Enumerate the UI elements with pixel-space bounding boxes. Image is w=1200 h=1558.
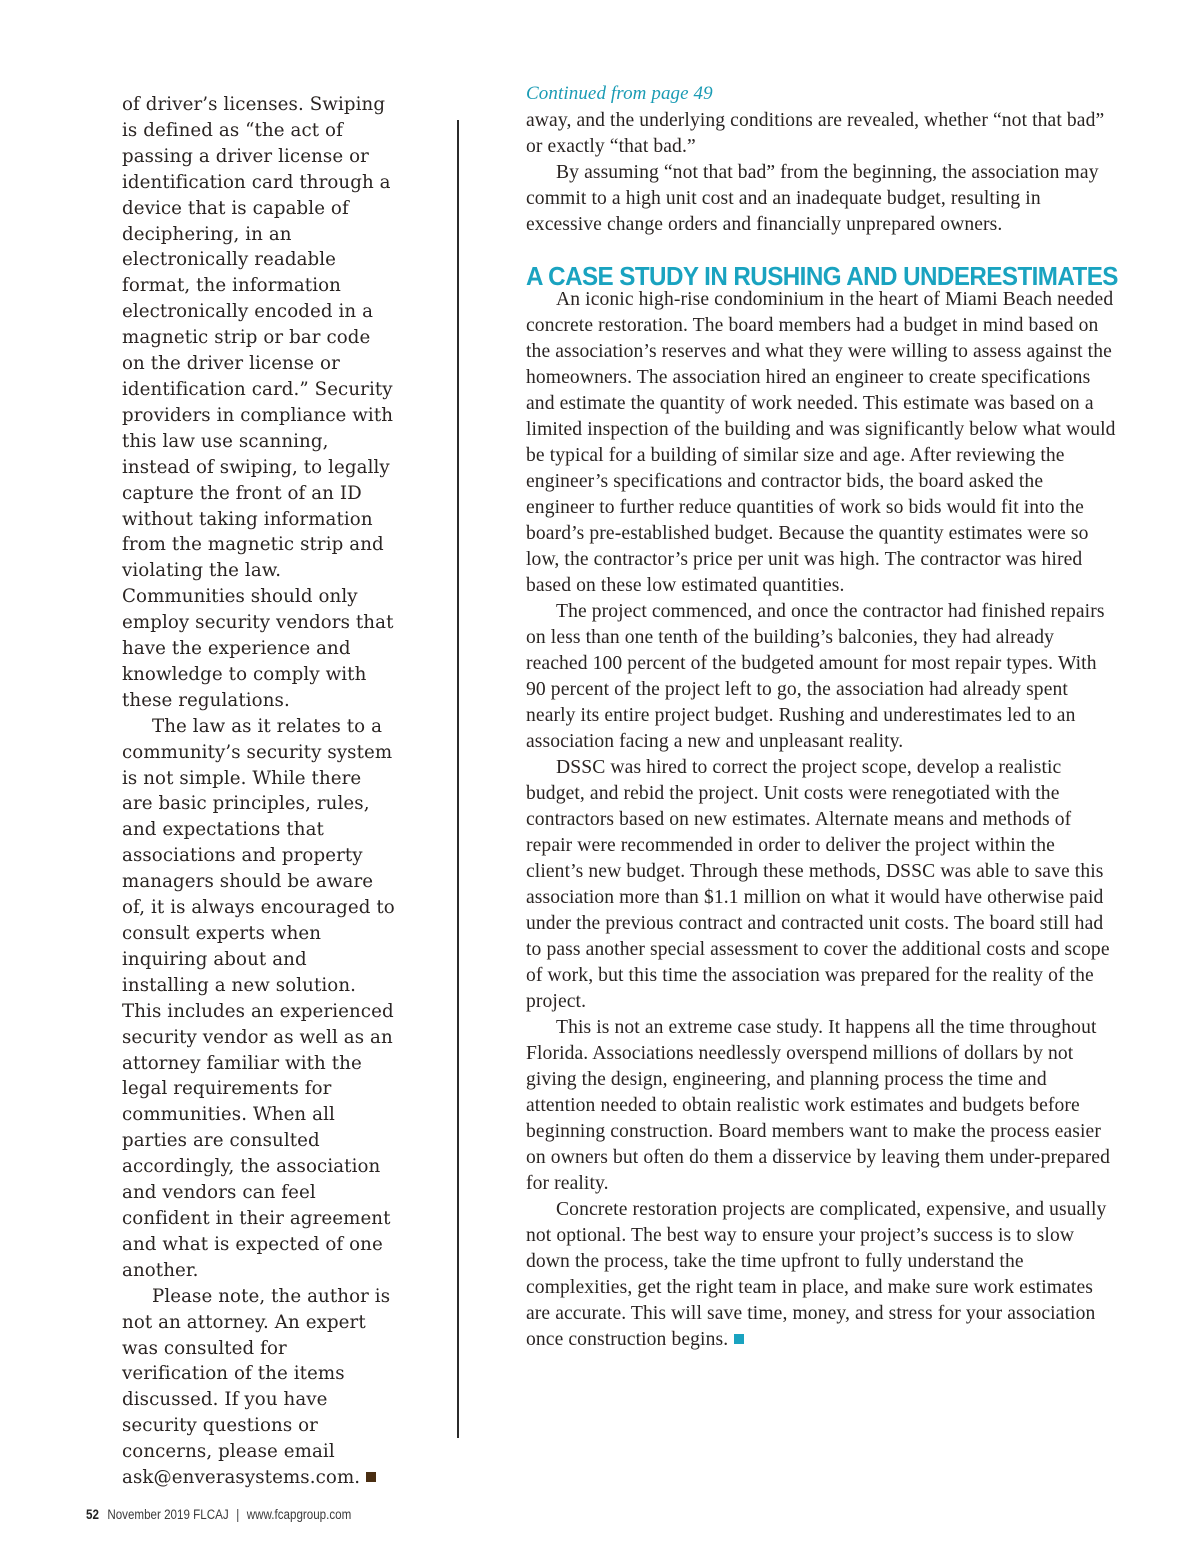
body-paragraph-5-text: Concrete restoration projects are complicated, expensive, and usually not optional. The best way to ensure your project’s success is to slow down the process, take the time upfront to fully understand the complexities, get the right team in place, and make sure work estimates are accurate. This will save time, money, and stress for your association once construction begins. — [526, 1199, 1107, 1350]
website-link[interactable]: www.fcapgroup.com — [246, 1507, 352, 1522]
body-paragraph-2: The project commenced, and once the contractor had finished repairs on less than one tenth of the building’s balconies, they had already reached 100 percent of the budgeted amount for most repair types. With 90 percent of the project left to go, the association had already spent nearly its entire project budget. Rushing and underestimates led to an association facing a new and unpleasant reality. — [526, 601, 1105, 752]
left-paragraph-3 — [122, 1284, 397, 1491]
footer-separator: | — [236, 1507, 240, 1522]
section-heading: A CASE STUDY IN RUSHING AND UNDERESTIMATES — [526, 261, 1118, 291]
right-column — [526, 80, 1116, 1353]
left-paragraph-2: The law as it relates to a community’s security system is not simple. While there are basic principles, rules, and expectations that associations and property managers should be aware of, it is always encouraged to consult experts when inquiring about and installing a new solution. This includes an experienced security vendor as well as an attorney familiar with the legal requirements for communities. When all parties are consulted accordingly, the association and vendors can feel confident in their agreement and what is expected of one another. — [122, 715, 395, 1281]
body-paragraph-1: An iconic high-rise condominium in the heart of Miami Beach needed concrete restoration. The board members had a budget in mind based on the association’s reserves and what they were willing to assess against the homeowners. The association hired an engineer to create specifications and estimate the quantity of work needed. This estimate was based on a limited inspection of the building and was significantly below what would be typical for a building of similar size and age. After reviewing the engineer’s specifications and contractor bids, the board asked the engineer to further reduce quantities of work so bids would fit into the board’s pre-established budget. Because the quantity estimates were so low, the contractor’s price per unit was high. The contractor was hired based on these low estimated quantities. — [526, 289, 1116, 596]
publication-name: FLCAJ — [193, 1507, 229, 1522]
end-mark-icon — [366, 1472, 376, 1482]
left-column — [122, 92, 397, 1491]
page-footer — [86, 1507, 351, 1522]
left-paragraph-1: of driver’s licenses. Swiping is defined as “the act of passing a driver license or identification card through a device that is capable of deciphering, in an electronically readable format, the information electronically encoded in a magnetic strip or bar code on the driver license or identification card.” Security providers in compliance with this law use scanning, instead of swiping, to legally capture the front of an ID without taking information from the magnetic strip and violating the law. Communities should only employ security vendors that have the experience and knowledge to comply with these regulations. — [122, 94, 394, 711]
intro-paragraph-2: By assuming “not that bad” from the beginning, the association may commit to a high unit cost and an inadequate budget, resulting in excessive change orders and financially unprepared owners. — [526, 162, 1099, 235]
left-paragraph-3-text: Please note, the author is not an attorney. An expert was consulted for verification of the items discussed. If you have security questions or concerns, please email ask@enverasystems.com. — [122, 1285, 391, 1489]
body-paragraph-3: DSSC was hired to correct the project scope, develop a realistic budget, and rebid the project. Unit costs were renegotiated with the contractors based on new estimates. Alternate means and methods of repair were recommended in order to deliver the project within the client’s new budget. Through these methods, DSSC was able to save this association more than $1.1 million on what it would have otherwise paid under the previous contract and contracted unit costs. The board still had to pass another special assessment to cover the additional costs and scope of work, but this time the association was prepared for the reality of the project. — [526, 757, 1110, 1012]
body-paragraph-5 — [526, 1197, 1116, 1353]
continued-note: Continued from page 49 — [526, 83, 713, 104]
page-number: 52 — [86, 1507, 99, 1522]
column-divider — [457, 120, 459, 1438]
issue-date: November 2019 — [107, 1507, 190, 1522]
intro-paragraph-1: away, and the underlying conditions are revealed, whether “not that bad” or exactly “that bad.” — [526, 110, 1105, 157]
end-mark-icon — [734, 1334, 744, 1344]
body-paragraph-4: This is not an extreme case study. It happens all the time throughout Florida. Associations needlessly overspend millions of dollars by not giving the design, engineering, and planning process the time and attention needed to obtain realistic work estimates and budgets before beginning construction. Board members want to make the process easier on owners but often do them a disservice by leaving them under-prepared for reality. — [526, 1017, 1110, 1194]
